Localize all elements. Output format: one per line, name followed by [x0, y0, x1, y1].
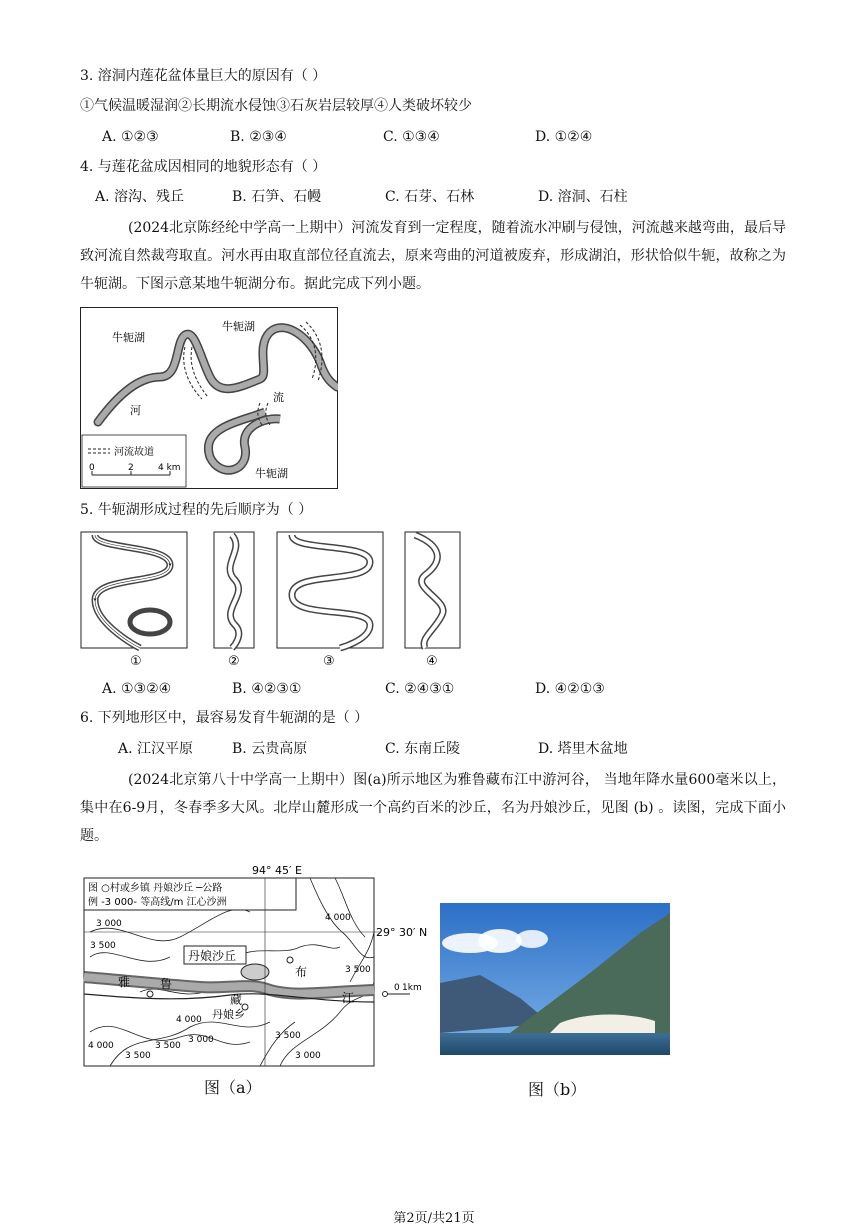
stage-label-4: ④ [426, 654, 438, 669]
label-oxbow-lake-3: 牛轭湖 [255, 467, 288, 480]
q6-option-a: A. 江汉平原 [118, 741, 194, 757]
q5-option-c: C. ②④③① [385, 681, 455, 697]
contour-value: 3 500 [345, 965, 371, 975]
scale-0: 0 [89, 463, 95, 473]
scale-4km: 4 km [158, 463, 181, 473]
contour-value: 4 000 [176, 1015, 202, 1025]
q6-option-d: D. 塔里木盆地 [538, 741, 628, 757]
passage-danniang: (2024北京第八十中学高一上期中）图(a)所示地区为雅鲁藏布江中游河谷， 当地年降水量600毫米以上，集中在6-9月，冬春季多大风。北岸山麓形成一个高约百米的沙丘，名为丹娘沙丘，见图 (b) 。读图，完成下面小题。 [80, 772, 786, 844]
contour-value: 4 000 [88, 1041, 114, 1051]
latitude-label: 29° 30′ N [376, 926, 428, 939]
passage-oxbow: (2024北京陈经纶中学高一上期中）河流发育到一定程度，随着流水冲刷与侵蚀，河流越来越弯曲，最后导致河流自然裁弯取直。河水再由取直部位径直流去，原来弯曲的河道被废弃，形成湖泊，形状恰似牛轭，故称之为牛轭湖。下图示意某地牛轭湖分布。据此完成下列小题。 [80, 220, 786, 292]
danniang-contour-map [80, 862, 432, 1070]
village-label: 丹娘乡 [212, 1008, 245, 1021]
river-char-4: 布 [295, 965, 308, 979]
q4-option-d: D. 溶洞、石柱 [538, 189, 628, 205]
contour-value: 3 500 [90, 941, 116, 951]
dune-label: 丹娘沙丘 [188, 949, 237, 963]
contour-value: 3 500 [275, 1031, 301, 1041]
label-oxbow-lake-1: 牛轭湖 [112, 331, 145, 344]
q4-option-b: B. 石笋、石幔 [232, 189, 322, 205]
river-char-1: 雅 [118, 975, 131, 989]
stage-label-1: ① [130, 654, 142, 669]
q5-option-b: B. ④②③① [232, 681, 302, 697]
q3-option-c: C. ①③④ [383, 129, 440, 145]
q4-option-a: A. 溶沟、残丘 [95, 189, 185, 205]
contour-value: 4 000 [325, 913, 351, 923]
legend-line-2: 例 -3 000- 等高线/m 江心沙洲 [88, 897, 227, 908]
contour-value: 3 500 [155, 1041, 181, 1051]
scale-2: 2 [128, 463, 134, 473]
stage-label-3: ③ [323, 654, 335, 669]
label-liu: 流 [273, 391, 284, 404]
stage-label-2: ② [228, 654, 240, 669]
q3-option-b: B. ②③④ [230, 129, 287, 145]
river-char-2: 鲁 [160, 977, 173, 991]
river-char-5: 江 [342, 991, 355, 1005]
q3-stem: 3. 溶洞内莲花盆体量巨大的原因有（ ） [80, 68, 327, 84]
page-footer: 第2页/共21页 [393, 1211, 475, 1226]
q4-stem: 4. 与莲花盆成因相同的地貌形态有（ ） [80, 159, 327, 175]
q5-option-a: A. ①③②④ [102, 681, 172, 697]
q6-stem: 6. 下列地形区中，最容易发育牛轭湖的是（ ） [80, 710, 369, 726]
label-oxbow-lake-2: 牛轭湖 [222, 320, 255, 333]
q6-option-c: C. 东南丘陵 [385, 741, 461, 757]
contour-value: 3 000 [188, 1035, 214, 1045]
q5-stem: 5. 牛轭湖形成过程的先后顺序为（ ） [80, 502, 313, 518]
label-he: 河 [130, 404, 141, 417]
q4-option-c: C. 石芽、石林 [385, 189, 475, 205]
longitude-label: 94° 45′ E [252, 864, 302, 877]
q3-option-a: A. ①②③ [102, 129, 159, 145]
q3-option-d: D. ①②④ [535, 129, 593, 145]
danniang-dune-photo [440, 903, 670, 1055]
q6-option-b: B. 云贵高原 [232, 741, 308, 757]
legend-line-1: 图 ○村或乡镇 丹娘沙丘 ─公路 [88, 883, 223, 894]
contour-value: 3 500 [125, 1051, 151, 1061]
legend-old-channel: 河流故道 [114, 447, 154, 458]
map2-scale-1km: 1km [402, 983, 422, 993]
q5-option-d: D. ④②①③ [535, 681, 605, 697]
contour-value: 3 000 [96, 919, 122, 929]
river-char-3: 藏 [230, 993, 243, 1007]
oxbow-lake-map [80, 307, 338, 489]
oxbow-stages-diagram [80, 530, 462, 670]
map2-scale-0: 0 [394, 983, 400, 993]
contour-value: 3 000 [295, 1051, 321, 1061]
caption-b: 图（b） [528, 1080, 587, 1099]
q3-factors: ①气候温暖湿润②长期流水侵蚀③石灰岩层较厚④人类破坏较少 [80, 98, 472, 114]
map1-legend [82, 435, 186, 487]
caption-a: 图（a） [204, 1078, 262, 1097]
